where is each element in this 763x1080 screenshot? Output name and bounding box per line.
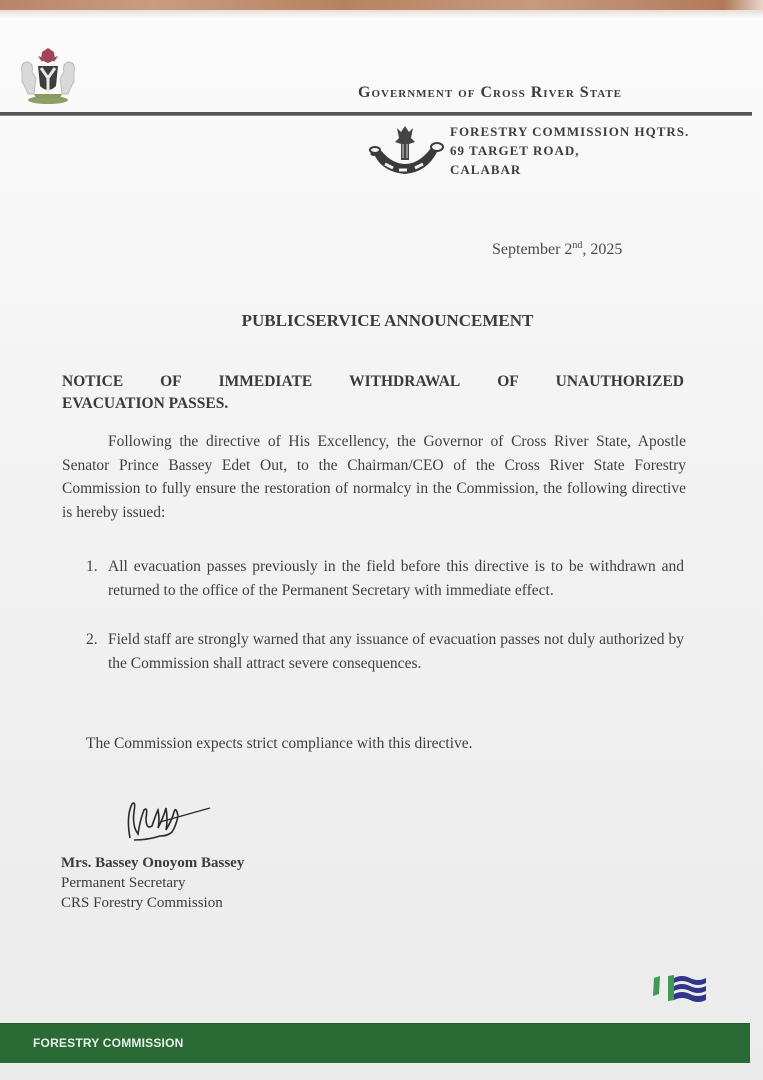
notice-word: IMMEDIATE (218, 373, 313, 390)
signatory-block (61, 853, 244, 913)
address-line: FORESTRY COMMISSION HQTRS. (450, 124, 690, 139)
address-line: 69 TARGET ROAD, (450, 143, 580, 158)
commission-address (450, 122, 689, 179)
closing-statement: The Commission expects strict compliance with this directive. (86, 735, 473, 752)
notice-word: OF (160, 373, 182, 390)
directive-number: 2. (86, 631, 98, 648)
signatory-organization: CRS Forestry Commission (61, 895, 223, 911)
notice-word: WITHDRAWAL (349, 373, 461, 390)
footer-bar (0, 1023, 750, 1063)
signatory-name: Mrs. Bassey Onoyom Bassey (61, 855, 245, 871)
notice-word: OF (497, 373, 519, 390)
government-title: Government of Cross River State (358, 84, 623, 101)
date-year: , 2025 (582, 241, 623, 258)
footer-label: FORESTRY COMMISSION (33, 1036, 184, 1050)
notice-word: UNAUTHORIZED (555, 373, 684, 390)
date-ordinal: nd (572, 240, 583, 251)
cross-river-flag-icon (650, 972, 716, 1008)
directive-item (86, 555, 684, 603)
notice-word: NOTICE (62, 373, 124, 390)
signature-icon (120, 796, 220, 846)
directive-item (86, 628, 684, 676)
date-main: September 2 (492, 241, 573, 258)
paper-top-edge (0, 0, 763, 10)
address-line: CALABAR (450, 162, 522, 177)
body-paragraph: Following the directive of His Excellency, the Governor of Cross River State, Apostle Senator Prince Bassey Edet Out, to the Chairman/CEO of the Cross River State Forestry Commission to fully ensure the restoration of normalcy in the Commission, the following directive is hereby issued: (62, 433, 686, 521)
nigeria-coat-of-arms-icon (14, 48, 82, 106)
cross-river-state-crest-icon (365, 122, 445, 178)
directive-number: 1. (86, 558, 98, 575)
directive-list (86, 555, 684, 701)
announcement-title: PUBLICSERVICE ANNOUNCEMENT (241, 311, 534, 330)
notice-line-2: EVACUATION PASSES. (62, 395, 229, 412)
directive-text: All evacuation passes previously in the field before this directive is to be withdrawn and returned to the office of the Permanent Secretary with immediate effect. (108, 558, 684, 599)
header-divider (0, 112, 752, 116)
signatory-title: Permanent Secretary (61, 875, 186, 891)
notice-heading (62, 371, 684, 415)
paper-edge-shadow (0, 10, 763, 18)
letter-date (492, 240, 622, 259)
directive-text: Field staff are strongly warned that any issuance of evacuation passes not duly authorized by the Commission shall attract severe consequences. (108, 631, 684, 672)
